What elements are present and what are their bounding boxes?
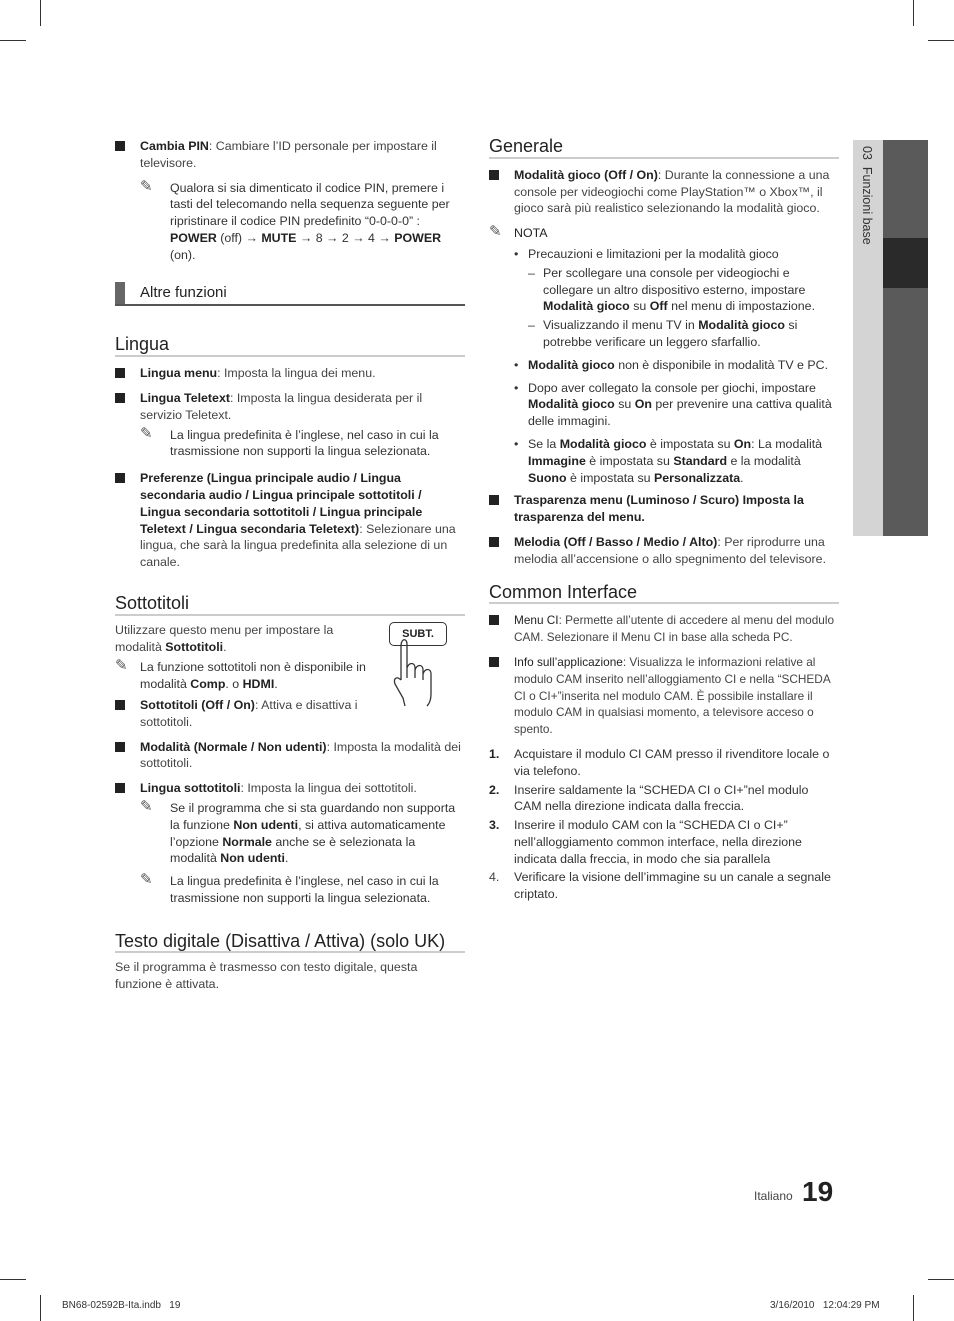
crop-mark [40,0,41,26]
nota-label: ✎ NOTA [489,223,548,241]
numbered-step [489,817,839,867]
pencil-note-icon: ✎ [140,797,153,815]
note: ✎ La funzione sottotitoli non è disponibile in modalità Comp. o HDMI. [115,657,366,692]
square-bullet-icon [115,742,125,752]
ci-steps-list [489,746,839,903]
list-item: • Se la Modalità gioco è impostata su On: La modalità Immagine è impostata su Standard e la modalità Suono è impostata su Personalizzata. [514,436,823,485]
section-bar-icon [115,282,125,304]
list-item: Preferenze (Lingua principale audio / Lingua secondaria audio / Lingua principale sottotitoli / Lingua secondaria sottotitoli / Lingua principale Teletext / Lingua secondaria Teletext): Selezionare una lingua, che sarà la lingua predefinita alla selezione di un canale. [115,470,465,571]
square-bullet-icon [115,393,125,403]
side-tab [853,140,928,536]
numbered-step [489,869,839,903]
right-column [489,138,839,905]
step-text: Inserire il modulo CAM con la “SCHEDA CI o CI+” nell’alloggiamento common interface, nella direzione indicata dalla freccia, in modo che sia parallela [514,818,802,866]
list-item: • Modalità gioco non è disponibile in modalità TV e PC. [514,357,829,372]
crop-mark [0,1279,26,1280]
pencil-note-icon: ✎ [140,424,153,442]
pencil-note-icon: ✎ [489,223,502,241]
note: ✎ Qualora si sia dimenticato il codice PIN, premere i tasti del telecomando nella sequenza seguente per ripristinare il codice PIN predefinito “0-0-0-0” : POWER (off) → MUTE → 8 → 2 → 4 → POWER (on). [140,177,450,262]
note: ✎ La lingua predefinita è l’inglese, nel caso in cui la trasmissione non supporti la lingua selezionata. [140,424,439,459]
crop-mark [40,1295,41,1321]
list-item: – Per scollegare una console per videogiochi e collegare un altro dispositivo esterno, impostare Modalità gioco su Off nel menu di impostazione. [528,265,816,314]
side-tab-mid [883,140,928,536]
list-item: Trasparenza menu (Luminoso / Scuro) Imposta la trasparenza del menu. [489,492,839,526]
square-bullet-icon [115,783,125,793]
sottotitoli-intro [115,622,465,731]
note: ✎ La lingua predefinita è l’inglese, nel caso in cui la trasmissione non supporti la lingua selezionata. [140,871,439,905]
crop-mark [913,0,914,26]
pencil-note-icon: ✎ [115,657,128,675]
square-bullet-icon [115,700,125,710]
square-bullet-icon [489,537,499,547]
crop-mark [0,40,26,41]
dot-bullet-icon: • [514,436,519,451]
print-date: 3/16/2010 12:04:29 PM [770,1300,880,1311]
list-item: Lingua menu: Imposta la lingua dei menu. [115,365,465,382]
section-heading-sottotitoli: Sottotitoli [115,595,465,616]
list-item: Modalità (Normale / Non udenti): Imposta la modalità dei sottotitoli. [115,739,465,773]
pencil-note-icon: ✎ [140,871,153,889]
side-tab-dark [883,238,928,288]
pencil-note-icon: ✎ [140,177,153,195]
list-item: Sottotitoli (Off / On): Attiva e disattiva i sottotitoli. [115,697,365,731]
footer-language: Italiano [754,1189,793,1203]
step-number: 2. [489,782,500,797]
list-item: • Dopo aver collegato la console per giochi, impostare Modalità gioco su On per prevenire una cattiva qualità delle immagini. [514,380,832,429]
dash-bullet-icon: – [528,318,535,333]
subsection-title: Altre funzioni [115,282,465,307]
numbered-step [489,746,839,780]
intro-text: Utilizzare questo menu per impostare la modalità Sottotitoli. [115,622,334,654]
dot-bullet-icon: • [514,357,519,372]
square-bullet-icon [489,495,499,505]
section-heading-lingua: Lingua [115,336,465,357]
dot-bullet-icon: • [514,246,519,261]
list-item: Cambia PIN: Cambiare l’ID personale per impostare il televisore. [115,138,465,172]
list-item: Lingua sottotitoli: Imposta la lingua dei sottotitoli. [115,780,465,797]
step-text: Verificare la visione dell’immagine su un canale a segnale criptato. [514,870,831,902]
pointing-hand-icon [387,618,457,708]
list-item: Info sull’applicazione: Visualizza le informazioni relative al modulo CAM inserito nell’alloggiamento CI e nella “SCHEDA CI o CI+”inserita nel modulo CAM. È possibile installare il modulo CAM in qualsiasi momento, a televisore acceso o spento. [489,654,839,738]
testo-digitale-text: Se il programma è trasmesso con testo digitale, questa funzione è attivata. [115,960,418,992]
square-bullet-icon [115,141,125,151]
side-tab-label: 03 Funzioni base [860,146,874,245]
crop-mark [928,40,954,41]
crop-mark [928,1279,954,1280]
dash-list [514,265,839,351]
list-item: – Visualizzando il menu TV in Modalità gioco si potrebbe verificare un leggero sfarfallio. [528,318,798,349]
square-bullet-icon [489,657,499,667]
square-bullet-icon [115,368,125,378]
step-text: Acquistare il modulo CI CAM presso il rivenditore locale o via telefono. [514,746,830,778]
crop-mark [913,1295,914,1321]
note: ✎ Se il programma che si sta guardando non supporta la funzione Non udenti, si attiva automaticamente l’opzione Normale anche se è selezionata la modalità Non udenti. [140,797,456,866]
square-bullet-icon [115,473,125,483]
square-bullet-icon [489,170,499,180]
step-text: Inserire saldamente la “SCHEDA CI o CI+”nel modulo CAM nella direzione indicata dalla freccia. [514,782,809,814]
numbered-step [489,782,839,816]
list-item: Modalità gioco (Off / On): Durante la connessione a una console per videogiochi come PlayStation™ o Xbox™, il gioco sarà più realistico selezionando la modalità gioco. [489,167,839,217]
page-number: 19 [802,1176,834,1207]
file-info: BN68-02592B-Ita.indb 19 [62,1300,181,1311]
list-item: Menu CI: Permette all’utente di accedere al menu del modulo CAM. Selezionare il Menu CI in base alla scheda PC. [489,612,839,646]
step-number: 1. [489,746,500,761]
step-number: 3. [489,818,500,833]
list-item: Lingua Teletext: Imposta la lingua desiderata per il servizio Teletext. [115,390,465,424]
step-number: 4. [489,870,500,885]
list-item: Melodia (Off / Basso / Medio / Alto): Per riprodurre una melodia all’accensione o allo spegnimento del televisore. [489,534,839,568]
subt-button: SUBT. [389,622,447,646]
section-heading-testo-digitale: Testo digitale (Disattiva / Attiva) (solo UK) [115,933,465,954]
nota-list [489,246,839,486]
list-item: • Precauzioni e limitazioni per la modalità gioco [514,246,779,261]
left-column [115,138,465,993]
subt-remote-illustration [387,618,457,708]
dot-bullet-icon: • [514,380,519,395]
section-heading-common-interface: Common Interface [489,584,839,605]
section-heading-generale: Generale [489,138,839,159]
square-bullet-icon [489,615,499,625]
dash-bullet-icon: – [528,265,535,280]
